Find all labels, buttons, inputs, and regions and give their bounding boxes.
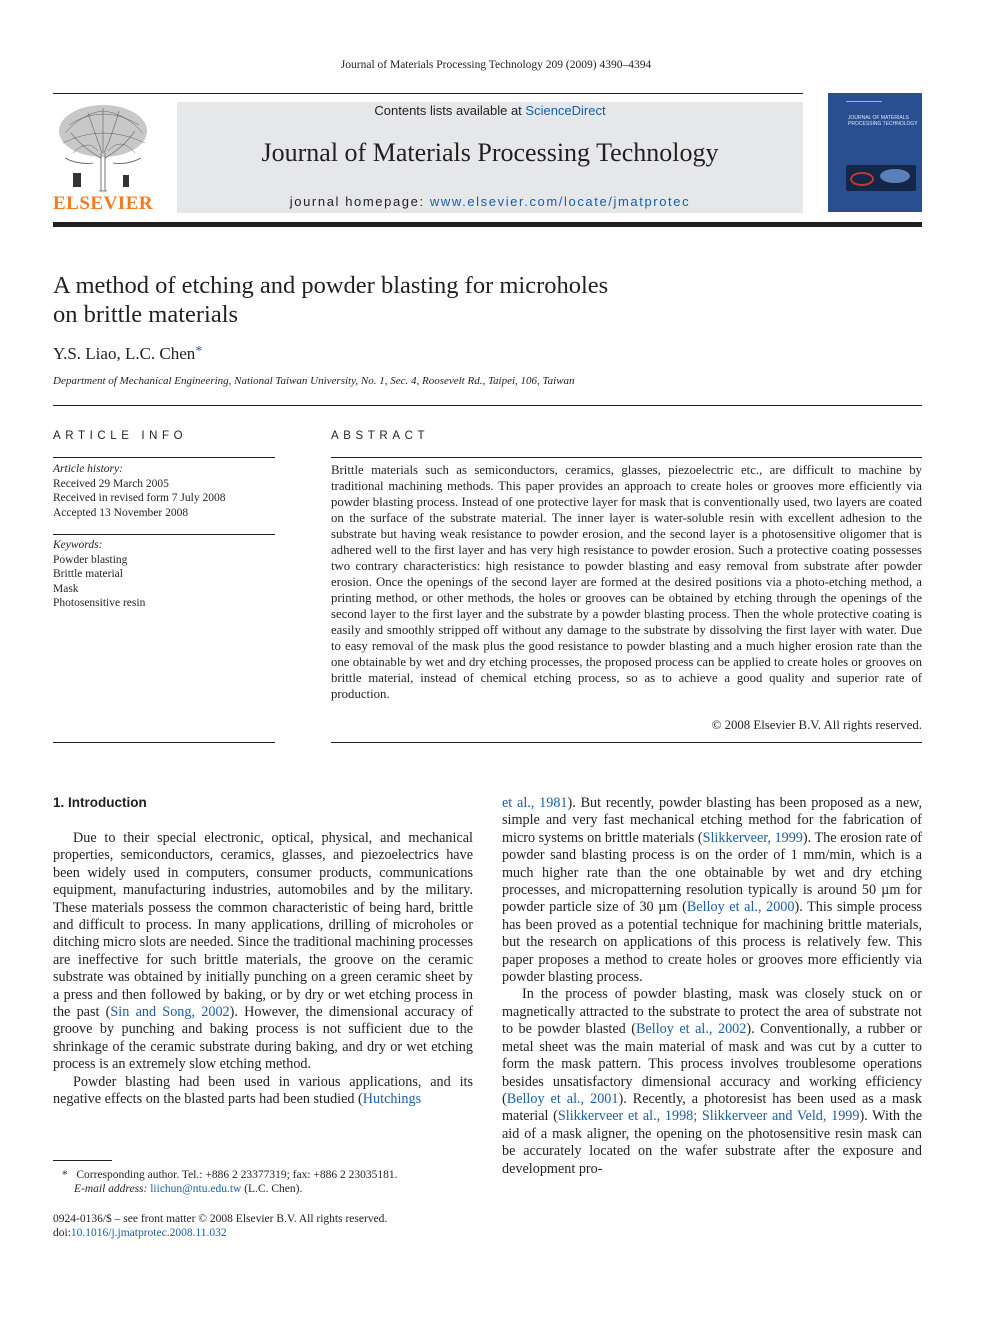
journal-title: Journal of Materials Processing Technology — [261, 138, 719, 167]
elsevier-tree-icon — [53, 103, 153, 193]
text-run: Due to their special electronic, optical, physical, and mechanical properties, semiconductors, ceramics, glasses, and piezoelectrics have been widely used in computers, consumer products, communications equipment, manufacturing industries, automobiles and by the military. These materials possess the common characteristic of being hard, brittle and difficult to process. In many applications, drilling of microholes or ditching micro slots are needed. Since the traditional machining processes are ineffective for such brittle materials, the groove on the ceramic substrate was obtained by initially punching on a green ceramic sheet by a press and then followed by baking, or by dry or wet etching process in the past ( — [53, 830, 473, 1021]
email-label: E-mail address: — [74, 1183, 148, 1195]
header-rule — [53, 93, 803, 94]
doi-link[interactable]: 10.1016/j.jmatprotec.2008.11.032 — [70, 1227, 227, 1239]
corresponding-author-mark[interactable]: * — [195, 344, 203, 359]
intro-paragraph-1 — [53, 830, 473, 1074]
article-info-bottom-rule — [53, 742, 275, 743]
article-history — [53, 462, 275, 520]
reference-link[interactable]: Belloy et al., 2001 — [506, 1090, 619, 1107]
keyword-item: Powder blasting — [53, 553, 128, 566]
article-info-rule — [53, 457, 275, 458]
header-thick-rule — [53, 222, 922, 227]
text-run: ). Conventionally, a rubber or metal sheet was the main material of mask and was cut by a cutter to form the mask pattern. This process involves troublesome operations besides unsatisfactory dimensional accuracy and working efficiency ( — [502, 1021, 922, 1107]
keyword-item: Photosensitive resin — [53, 597, 146, 609]
reference-link[interactable]: et al., 1981 — [502, 795, 568, 811]
article-title — [53, 271, 753, 329]
history-label: Article history: — [53, 463, 123, 475]
keywords-rule — [53, 534, 275, 535]
article-info-heading: ARTICLE INFO — [53, 430, 188, 442]
email-suffix: (L.C. Chen). — [241, 1183, 303, 1195]
sciencedirect-link[interactable]: ScienceDirect — [525, 103, 606, 118]
footnote-corresponding — [62, 1168, 398, 1183]
keywords-label: Keywords: — [53, 539, 103, 551]
homepage-link[interactable]: www.elsevier.com/locate/jmatprotec — [429, 194, 691, 209]
section-heading-introduction: 1. Introduction — [53, 795, 147, 810]
cover-disc-icon — [880, 169, 910, 183]
keywords — [53, 538, 275, 611]
cover-rule — [846, 101, 882, 102]
reference-link[interactable]: Belloy et al., 2000 — [686, 899, 795, 916]
text-run: In the process of powder blasting, mask was closely stuck on or magnetically attracted to the substrate to protect the area of substrate not to be powder blasted ( — [502, 986, 922, 1038]
intro-paragraph-2 — [53, 1074, 473, 1109]
doi-line — [53, 1226, 227, 1241]
cover-image — [846, 165, 916, 191]
keyword-item: Mask — [53, 582, 79, 595]
text-run: ). This simple process has been proved as a potential technique for machining brittle materials, but the research on applications of this process is relatively few. This paper proposes a method to create holes or grooves more efficiently via powder blasting process. — [502, 899, 922, 986]
history-revised: Received in revised form 7 July 2008 — [53, 492, 226, 504]
text-run: Powder blasting had been used in various applications, and its negative effects on the blasted parts had been studied ( — [53, 1073, 473, 1108]
footnote-email — [74, 1182, 302, 1197]
affiliation-rule — [53, 405, 922, 406]
issn-line: 0924-0136/$ – see front matter © 2008 Elsevier B.V. All rights reserved. — [53, 1213, 388, 1225]
journal-banner — [177, 102, 803, 213]
text-run: ). Recently, a photoresist has been used as a mask material ( — [502, 1090, 923, 1125]
cover-title: JOURNAL OF MATERIALS PROCESSING TECHNOLOGY — [848, 115, 918, 127]
text-run: ). The erosion rate of powder sand blasting process is on the order of 1 mm/min, which is a much higher rate than the one obtainable by wet and dry etching processes, and micropatterning resolution typically is around 50 µm for powder particle size of 30 µm ( — [502, 829, 923, 916]
footnote-mark: * — [62, 1169, 68, 1181]
article-title-line2: on brittle materials — [53, 301, 239, 328]
body-column-right — [502, 795, 922, 1178]
author-names: Y.S. Liao, L.C. Chen — [53, 344, 196, 363]
elsevier-wordmark: ELSEVIER — [53, 193, 154, 214]
journal-cover-thumbnail — [828, 93, 922, 212]
intro-paragraph-3 — [502, 986, 922, 1177]
footnote-rule — [53, 1160, 112, 1161]
reference-link[interactable]: Sin and Song, 2002 — [110, 1004, 230, 1021]
reference-link[interactable]: Belloy et al., 2002 — [636, 1021, 747, 1038]
homepage-prefix: journal homepage: — [289, 194, 430, 209]
keyword-item: Brittle material — [53, 568, 123, 580]
history-accepted: Accepted 13 November 2008 — [53, 506, 189, 519]
abstract-text: Brittle materials such as semiconductors, ceramics, glasses, piezoelectric etc., are difficult to machine by traditional machining methods. This paper provides an approach to create holes or grooves more efficiently via powder blasting process. Instead of one protective layer for mask that is conventionally used, two layers are coated on the surface of the substrate material. The inner layer is water-soluble resin with excellent adhesion to the substrate but having weak resistance to powder erosion, and the second layer is a photosensitive oligomer that is adhered well to the first layer and has very high resistance to powder erosion. Such a protective coating possesses two contrary characteristics: high resistance to powder blasting and easy removal from substrate after powder erosion. Once the openings of the second layer are formed at the desired positions via a photo-etching method, a printing method, or other methods, the holes or grooves can be obtained by etching through the openings of the second layer to the first layer and the substrate by a powder blasting process. Then the whole protective coating is easily and smoothly stripped off without any damage to the substrate by dissolving the first layer with water. Due to easy removal of the mask plus the good resistance to powder blasting and a much higher erosion rate than the one obtainable by wet and dry etching processes, the proposed process can be applied to create holes or grooves on brittle material, instead of chemical etching process, so as to achieve a good quality and superior rate of production. — [331, 463, 922, 701]
cover-ring-icon — [850, 172, 874, 186]
article-title-line1: A method of etching and powder blasting for microholes — [53, 272, 609, 299]
contents-line — [177, 103, 803, 118]
reference-link[interactable]: Hutchings — [362, 1091, 422, 1108]
authors — [53, 344, 202, 364]
history-received: Received 29 March 2005 — [53, 477, 169, 490]
abstract-rule — [331, 457, 922, 458]
journal-citation: Journal of Materials Processing Technology 209 (2009) 4390–4394 — [340, 59, 652, 71]
abstract-heading: ABSTRACT — [331, 430, 430, 442]
footnote-corresponding-text: Corresponding author. Tel.: +886 2 23377319; fax: +886 2 23035181. — [76, 1169, 398, 1181]
elsevier-logo — [53, 103, 153, 215]
abstract-bottom-rule — [331, 742, 922, 743]
doi-label: doi: — [53, 1227, 71, 1239]
intro-paragraph-2-cont — [502, 795, 922, 986]
body-column-left — [53, 830, 473, 1109]
contents-prefix: Contents lists available at — [374, 103, 526, 118]
text-run: ). However, the dimensional accuracy of groove by punching and baking process is not sufficient due to the shrinkage of the ceramic substrate during baking, and dry or wet etching process is an extremely slow etching method. — [53, 1004, 473, 1073]
reference-link[interactable]: Slikkerveer et al., 1998; Slikkerveer and Veld, 1999 — [557, 1108, 860, 1125]
affiliation: Department of Mechanical Engineering, National Taiwan University, No. 1, Sec. 4, Roosevelt Rd., Taipei, 106, Taiwan — [53, 375, 575, 387]
abstract-copyright: © 2008 Elsevier B.V. All rights reserved. — [711, 718, 922, 732]
reference-link[interactable]: Slikkerveer, 1999 — [702, 829, 803, 846]
text-run: ). But recently, powder blasting has been proposed as a new, simple and very fast mechanical etching method for the fabrication of micro systems on brittle materials ( — [502, 795, 922, 846]
email-link[interactable]: liichun@ntu.edu.tw — [150, 1183, 242, 1195]
journal-homepage — [177, 194, 803, 209]
text-run: ). With the aid of a mask aligner, the opening on the photosensitive resin mask can be accurately located on the wafer substrate after the exposure and development pro- — [502, 1108, 922, 1177]
